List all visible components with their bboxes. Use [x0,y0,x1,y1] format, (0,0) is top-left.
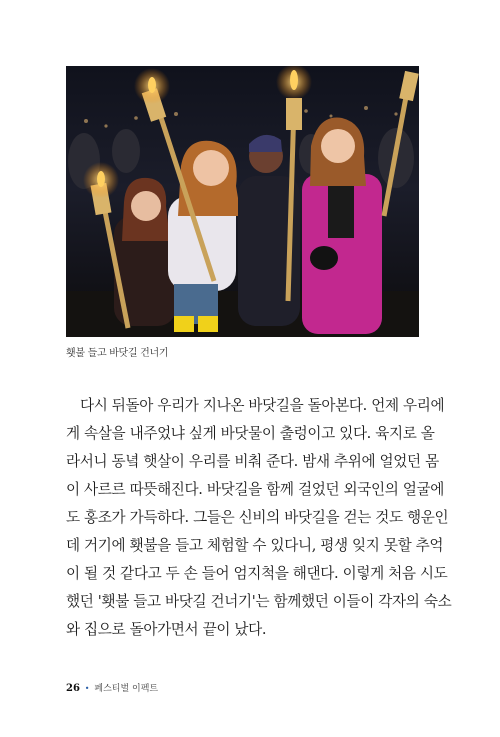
text-line: 라서니 동녘 햇살이 우리를 비춰 준다. 밤새 추위에 얼었던 몸 [66,453,439,470]
text-line: 했던 '횃불 들고 바닷길 건너기'는 함께했던 이들이 각자의 숙소 [66,593,452,610]
torch-walk-photo [66,66,419,337]
text-line: 도 홍조가 가득하다. 그들은 신비의 바닷길을 걷는 것도 행운인 [66,509,449,526]
page-footer [66,681,158,694]
text-line: 게 속살을 내주었냐 싶게 바닷물이 출렁이고 있다. 육지로 올 [66,425,435,442]
running-title: 페스티벌 이펙트 [94,684,159,694]
photo-illustration [66,66,419,337]
figure-caption: 횃불 들고 바닷길 건너기 [66,348,169,359]
footer-separator: • [84,684,90,693]
body-paragraph [66,392,452,644]
text-line: 와 집으로 돌아가면서 끝이 났다. [66,621,267,638]
text-line: 이 될 것 같다고 두 손 들어 엄지척을 해댄다. 이렇게 처음 시도 [66,565,448,582]
text-line: 데 거기에 횃불을 들고 체험할 수 있다니, 평생 잊지 못할 추억 [66,537,444,554]
text-line: 다시 뒤돌아 우리가 지나온 바닷길을 돌아본다. 언제 우리에 [80,397,445,414]
text-line: 이 사르르 따뜻해진다. 바닷길을 함께 걸었던 외국인의 얼굴에 [66,481,445,498]
page-number: 26 [66,683,80,694]
